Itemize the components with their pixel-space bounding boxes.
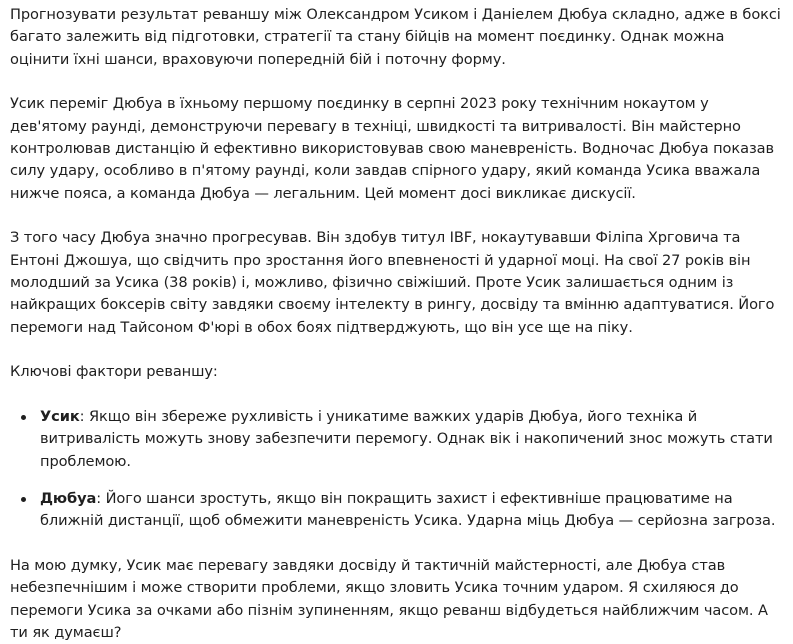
bullet-text: : Якщо він збереже рухливість і уникатиме важких ударів Дюбуа, його техніка й витривалість можуть знову забезпечити перемогу. Однак вік і накопичений знос можуть стати проблемою. [40, 407, 773, 470]
progress-paragraph: З того часу Дюбуа значно прогресував. Він здобув титул IBF, нокаутувавши Філіпа Хрговича та Ентоні Джошуа, що свідчить про зростання його впевненості й ударної моці. На свої 27 років він молодший за Усика (38 років) і, можливо, фізично свіжіший. Проте Усик залишається одним із найкращих боксерів світу завдяки своєму інтелекту в рингу, досвіду та вмінню адаптуватися. Його перемоги над Тайсоном Ф'юрі в обох боях підтверджують, що він усе ще на піку. [10, 229, 775, 336]
first-fight-paragraph: Усик переміг Дюбуа в їхньому першому поєдинку в серпні 2023 року технічним нокаутом у дев'ятому раунді, демонструючи перевагу в техніці, швидкості та витривалості. Він майстерно контролював дистанцію й ефективно використовував свою маневреність. Водночас Дюбуа показав силу удару, особливо в п'ятому раунді, коли завдав спірного удару, який команда Усика вважала нижче пояса, а команда Дюбуа — легальним. Цей момент досі викликає дискусії. [10, 95, 774, 202]
key-factors-heading: Ключові фактори реваншу: [10, 363, 218, 381]
list-item [10, 488, 783, 533]
bullet-name: Дюбуа [40, 489, 97, 507]
list-item [10, 406, 783, 473]
intro-paragraph: Прогнозувати результат реваншу між Олександром Усиком і Даніелем Дюбуа складно, адже в боксі багато залежить від підготовки, стратегії та стану бійців на момент поєдинку. Однак можна оцінити їхні шанси, враховуючи попередній бій і поточну форму. [10, 6, 781, 68]
bullet-text: : Його шанси зростуть, якщо він покращить захист і ефективніше працюватиме на ближній дистанції, щоб обмежити маневреність Усика. Ударна міць Дюбуа — серйозна загроза. [40, 489, 776, 530]
conclusion-paragraph: На мою думку, Усик має перевагу завдяки досвіду й тактичній майстерності, але Дюбуа став небезпечнішим і може створити проблеми, якщо зловить Усика точним ударом. Я схиляюся до перемоги Усика за очками або пізнім зупиненням, якщо реванш відбудеться найближчим часом. А ти як думаєш? [10, 556, 768, 641]
bullet-name: Усик [40, 407, 80, 425]
key-factors-list [10, 406, 783, 533]
bullet-icon [21, 497, 26, 502]
bullet-icon [21, 415, 26, 420]
